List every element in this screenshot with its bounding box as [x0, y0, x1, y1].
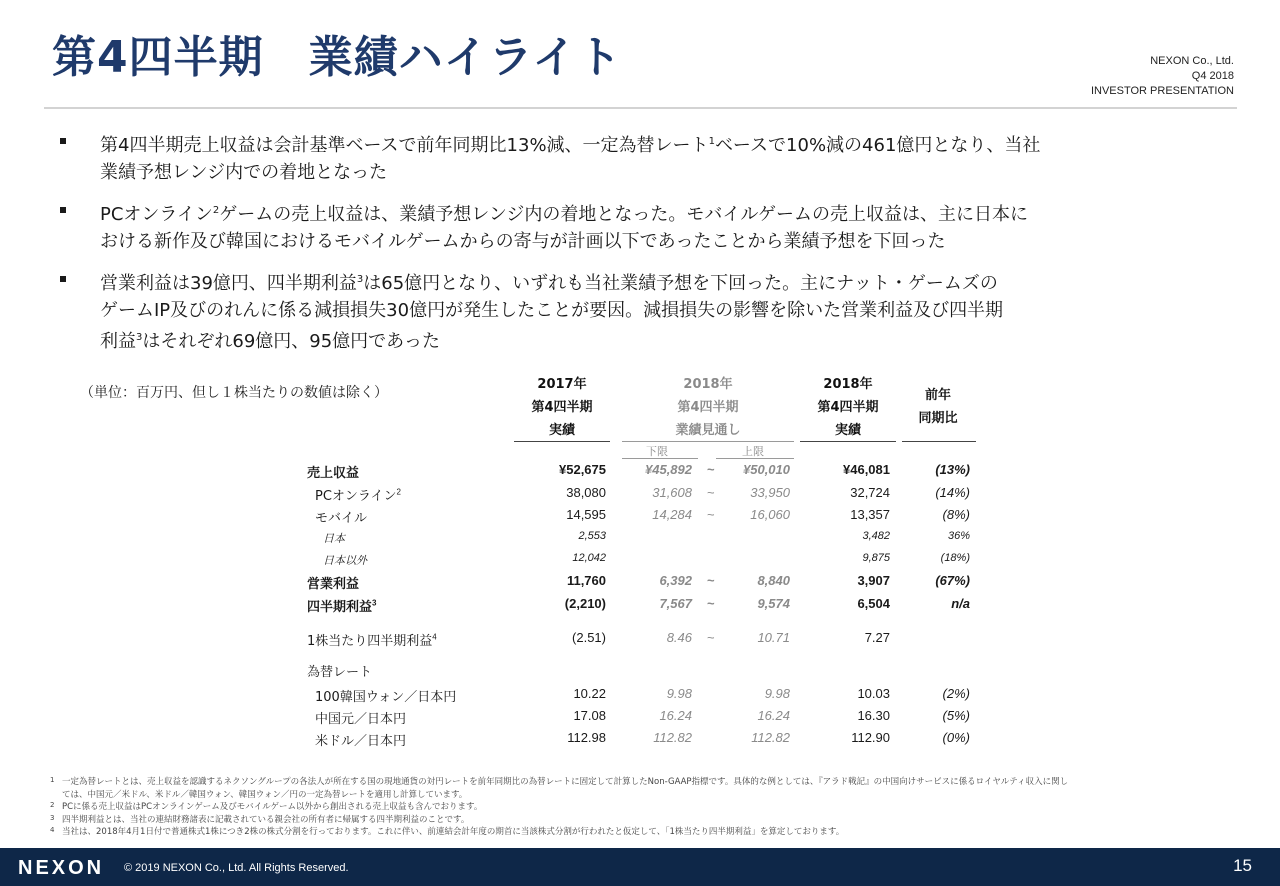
cell-2018-actual: ¥46,081: [843, 462, 890, 477]
header-2018-actual: 2018年 第4四半期 実績: [817, 377, 879, 438]
cell-2018-actual: 16.30: [857, 708, 890, 723]
report-period: Q4 2018: [1191, 70, 1234, 82]
row-label: [323, 530, 345, 546]
row-label-text: PCオンライン: [315, 489, 397, 504]
bullet-segments: PCオンライン$^2$ゲームの売上収益は、業績予想レンジ内の着地となった。モバイルゲームの売上収益は、主に日本に おける新作及び韓国におけるモバイルゲームからの寄与が計画以下であったことから業績予想を下回った: [58, 197, 1238, 255]
table-row: [0, 686, 1280, 706]
table-row: [0, 462, 1280, 482]
table-row: [0, 630, 1280, 650]
cell-2018-actual: 32,724: [850, 485, 890, 500]
header-underline: [622, 441, 794, 442]
row-label: [307, 462, 359, 481]
cell-forecast-low: 7,567: [659, 596, 692, 611]
row-label-text: 四半期利益: [307, 600, 373, 615]
header-yoy: 前年 同期比: [918, 388, 958, 426]
row-label-text: 為替レート: [307, 665, 373, 680]
header-underline: [902, 441, 976, 442]
table-row: [0, 730, 1280, 750]
sub-underline: [622, 458, 698, 459]
cell-range-tilde: ~: [707, 630, 715, 645]
corporate-info: [1091, 54, 1234, 99]
bullet-profit: 営業利益は39億円、四半期利益$^3$は65億円となり、いずれも当社業績予想を下回った。主にナット・ゲームズの ゲームIP及びのれんに係る減損損失30億円が発生したことが要因。減損損失の影響を除いた営業利益及び四半期 利益$^3$はそれぞれ69億円、95億円であった: [58, 266, 1238, 355]
cell-2018-actual: 13,357: [850, 507, 890, 522]
cell-forecast-high: 16.24: [757, 708, 790, 723]
cell-yoy: (13%): [935, 462, 970, 477]
table-row: [0, 661, 1280, 681]
cell-2017-actual: 2,553: [578, 530, 606, 542]
cell-forecast-high: 112.82: [751, 730, 790, 745]
cell-yoy: (67%): [935, 573, 970, 588]
cell-2018-actual: 10.03: [857, 686, 890, 701]
table-row: [0, 507, 1280, 527]
footnote-ref: 2: [396, 487, 401, 497]
cell-2018-actual: 3,907: [857, 573, 890, 588]
cell-yoy: 36%: [947, 530, 970, 542]
cell-2017-actual: 12,042: [572, 552, 606, 564]
row-label-text: 中国元／日本円: [315, 712, 407, 727]
row-label: [307, 661, 372, 680]
cell-forecast-high: 8,840: [757, 573, 790, 588]
cell-2017-actual: 11,760: [566, 573, 606, 588]
document-type: INVESTOR PRESENTATION: [1090, 85, 1234, 97]
row-label: [307, 596, 376, 615]
row-label-text: 売上収益: [307, 466, 360, 481]
row-label-text: モバイル: [315, 511, 368, 526]
cell-forecast-high: 33,950: [750, 485, 790, 500]
row-label-text: 営業利益: [307, 577, 360, 592]
nexon-logo: NEXON: [18, 857, 105, 879]
cell-2018-actual: 3,482: [862, 530, 890, 542]
cell-forecast-high: 9,574: [757, 596, 790, 611]
cell-2018-actual: 7.27: [864, 630, 890, 645]
row-label-text: 米ドル／日本円: [315, 734, 407, 749]
cell-range-tilde: ~: [707, 462, 715, 477]
cell-range-tilde: ~: [707, 485, 715, 500]
row-label-text: 100韓国ウォン／日本円: [315, 690, 457, 705]
bullet-marker: [60, 138, 66, 144]
table-row: [0, 596, 1280, 616]
cell-yoy: (2%): [942, 686, 970, 701]
footnote-ref: 3: [372, 598, 377, 608]
cell-yoy: (18%): [940, 552, 970, 564]
company-name: NEXON Co., Ltd.: [1150, 55, 1234, 67]
footnote: 3 四半期利益とは、当社の連結財務諸表に記載されている親会社の所有者に帰属する四半期利益のことです。: [50, 813, 470, 825]
cell-yoy: (14%): [935, 485, 970, 500]
header-2017-actual: 2017年 第4四半期 実績: [531, 377, 593, 438]
forecast-high-label: 上限: [742, 445, 764, 458]
cell-2018-actual: 112.90: [851, 730, 890, 745]
table-row: [0, 552, 1280, 572]
row-label: [307, 573, 359, 592]
cell-yoy: (5%): [942, 708, 970, 723]
cell-2017-actual: 38,080: [566, 485, 606, 500]
cell-range-tilde: ~: [707, 573, 715, 588]
cell-forecast-low: 112.82: [653, 730, 692, 745]
unit-note: （単位：百万円、但し１株当たりの数値は除く）: [80, 385, 388, 401]
row-label: [323, 552, 367, 568]
cell-forecast-low: 9.98: [666, 686, 692, 701]
header-underline: [514, 441, 610, 442]
forecast-low-label: 下限: [646, 445, 668, 458]
table-row: [0, 573, 1280, 593]
header-forecast: 2018年 第4四半期 業績見通し: [675, 377, 741, 438]
table-row: [0, 485, 1280, 505]
row-label-text: 日本: [323, 532, 345, 545]
footnote: 1 一定為替レートとは、売上収益を認識するネクソングループの各法人が所在する国の現地通貨の対円レートを前年同期比の為替レートに固定して計算したNon-GAAP指標です。具体的な例としては、『アラド戦記』の中国向けサービスに係るロイヤルティ収入に関し: [50, 776, 1069, 787]
footnote: 2 PCに係る売上収益はPCオンラインゲーム及びモバイルゲーム以外から創出される売上収益も含んでおります。: [50, 801, 483, 812]
footnotes: [48, 776, 1248, 839]
cell-forecast-high: ¥50,010: [743, 462, 790, 477]
cell-forecast-low: 16.24: [659, 708, 692, 723]
row-label: [315, 686, 456, 705]
cell-forecast-low: 6,392: [659, 573, 692, 588]
row-label: [307, 630, 437, 649]
footnote-ref: 4: [432, 632, 437, 642]
cell-forecast-high: 9.98: [764, 686, 790, 701]
footnote: ては、中国元／米ドル、米ドル／韓国ウォン、韓国ウォン／円の一定為替レートを適用し計算しています。: [62, 789, 468, 800]
row-label: [315, 485, 401, 504]
sub-underline: [716, 458, 794, 459]
cell-yoy: (0%): [942, 730, 970, 745]
row-label: [315, 730, 406, 749]
cell-2017-actual: (2.51): [572, 630, 606, 645]
cell-range-tilde: ~: [707, 596, 715, 611]
row-label-text: 1株当たり四半期利益: [307, 634, 433, 649]
cell-2017-actual: 14,595: [566, 507, 606, 522]
cell-2018-actual: 6,504: [857, 596, 890, 611]
cell-forecast-high: 16,060: [750, 507, 790, 522]
table-row: [0, 530, 1280, 550]
cell-2017-actual: 17.08: [573, 708, 606, 723]
row-label: [315, 507, 367, 526]
highlight-bullets: [58, 128, 1238, 366]
page-title: 第4四半期 業績ハイライト: [52, 32, 623, 83]
cell-2017-actual: ¥52,675: [559, 462, 606, 477]
cell-forecast-low: ¥45,892: [645, 462, 692, 477]
cell-forecast-low: 31,608: [652, 485, 692, 500]
cell-yoy: n/a: [951, 596, 970, 611]
footnote: 4 当社は、2018年4月1日付で普通株式1株につき2株の株式分割を行っております。これに伴い、前連結会計年度の期首に当該株式分割が行われたと仮定して、「1株当たり四半期利益」を算定しております。: [50, 826, 845, 837]
cell-forecast-low: 14,284: [652, 507, 692, 522]
cell-forecast-high: 10.71: [757, 630, 790, 645]
cell-2017-actual: 10.22: [573, 686, 606, 701]
bullet-marker: [60, 207, 66, 213]
table-row: [0, 708, 1280, 728]
cell-yoy: (8%): [942, 507, 970, 522]
cell-range-tilde: ~: [707, 507, 715, 522]
title-divider: [44, 107, 1237, 109]
copyright: © 2019 NEXON Co., Ltd. All Rights Reserved.: [124, 862, 349, 874]
bullet-revenue: 第4四半期売上収益は会計基準ベースで前年同期比13%減、一定為替レート$^1$ベースで10%減の461億円となり、当社 業績予想レンジ内での着地となった: [58, 128, 1238, 186]
header-underline: [800, 441, 896, 442]
footer-bar: [0, 848, 1280, 886]
cell-2017-actual: (2,210): [564, 596, 606, 611]
page-number: 15: [1233, 856, 1252, 875]
cell-2018-actual: 9,875: [862, 552, 890, 564]
cell-2017-actual: 112.98: [567, 730, 606, 745]
bullet-marker: [60, 276, 66, 282]
row-label: [315, 708, 406, 727]
row-label-text: 日本以外: [323, 554, 367, 567]
cell-forecast-low: 8.46: [666, 630, 692, 645]
